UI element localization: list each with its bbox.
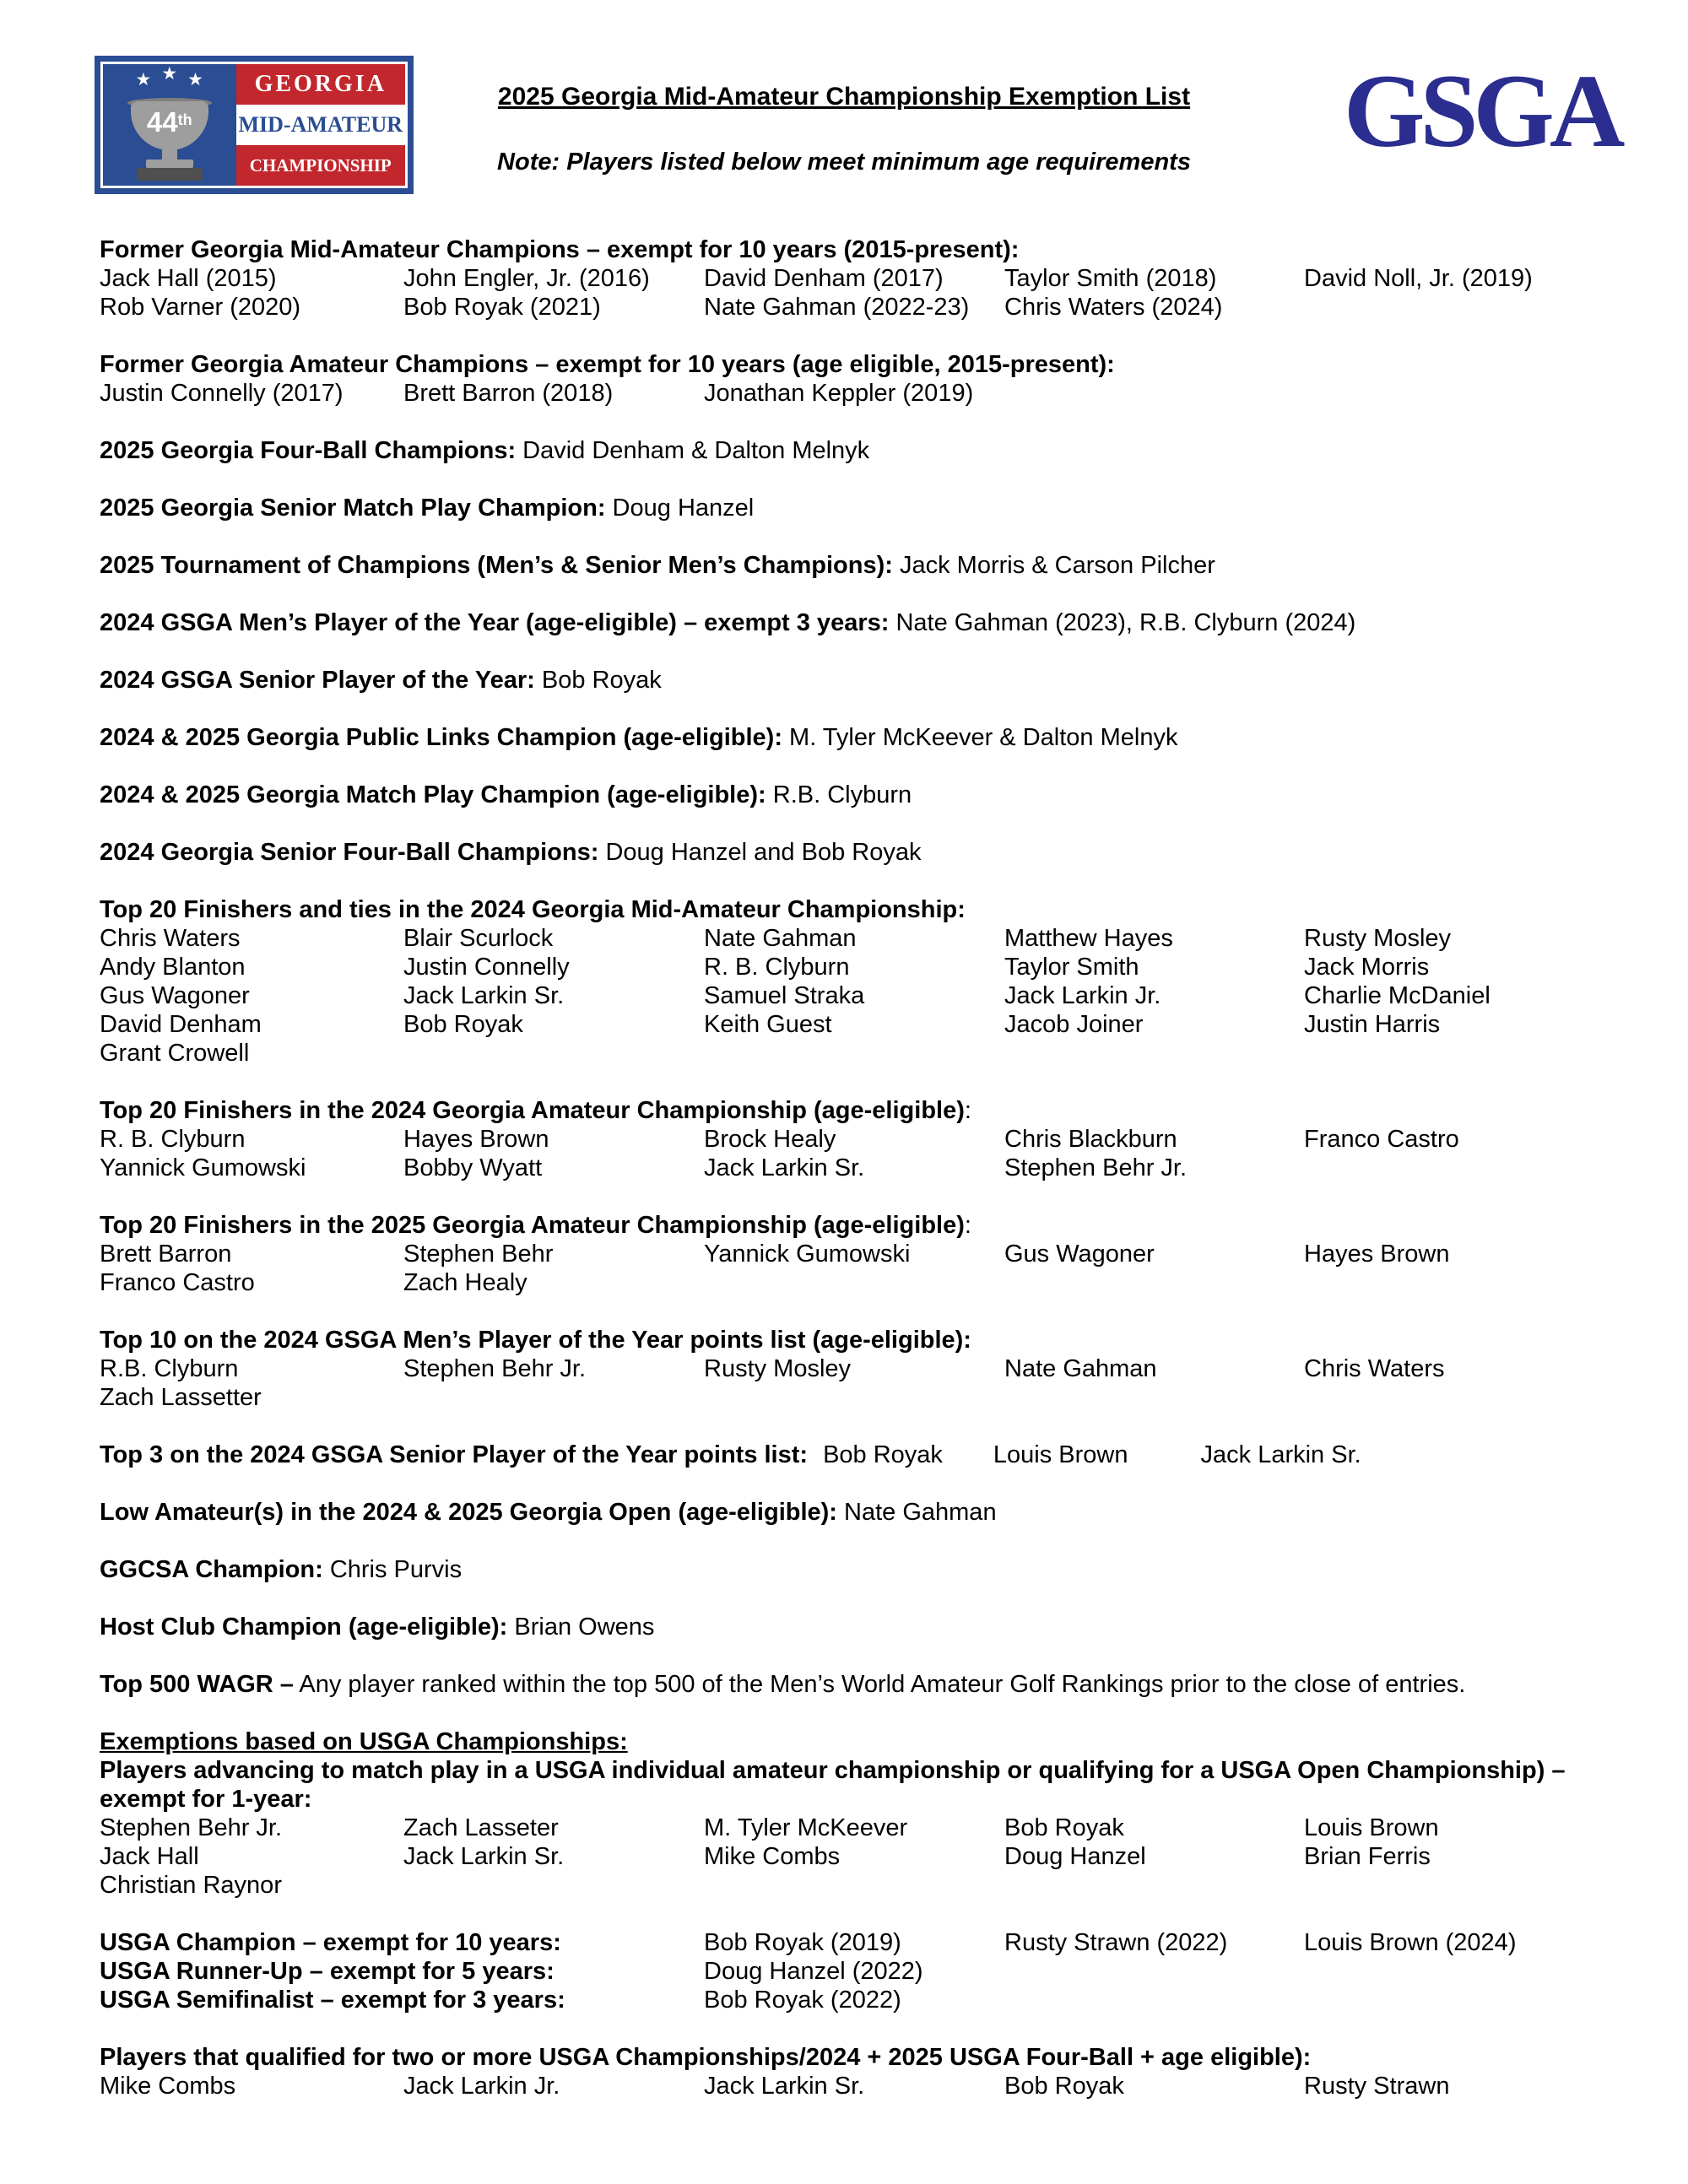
player-name: Jonathan Keppler (2019) (704, 380, 974, 407)
section-tournament-of-champions (100, 551, 1619, 580)
section-heading-line (100, 1211, 1619, 1240)
exemption-label: USGA Runner-Up – exempt for 5 years: (100, 1958, 555, 1985)
championship-logo-text-panel (236, 64, 405, 186)
player-name: Nate Gahman (704, 925, 857, 952)
player-name: Jacob Joiner (1004, 1011, 1144, 1038)
name-grid-row (100, 1039, 1619, 1068)
section-heading-colon: : (964, 1097, 971, 1124)
player-name: Justin Harris (1304, 1011, 1441, 1038)
name-grid-row (100, 953, 1619, 981)
player-name: John Engler, Jr. (2016) (403, 265, 650, 292)
star-icon: ★ (161, 64, 178, 84)
section-value: David Denham & Dalton Melnyk (516, 437, 870, 464)
name-grid-row (100, 924, 1619, 953)
trophy-icon (162, 149, 177, 159)
player-name: Stephen Behr Jr. (403, 1355, 587, 1382)
section-heading: 2025 Georgia Four-Ball Champions: (100, 437, 517, 464)
page-note: Note: Players listed below meet minimum age requirements (497, 149, 1191, 176)
player-name: M. Tyler McKeever (704, 1814, 908, 1841)
player-name: Bobby Wyatt (403, 1154, 543, 1181)
player-name: Taylor Smith (1004, 954, 1139, 981)
section-value: Nate Gahman (2023), R.B. Clyburn (2024) (889, 609, 1356, 636)
section-mens-player-of-year (100, 608, 1619, 637)
player-name: Jack Larkin Sr. (403, 982, 565, 1009)
name-grid-row (100, 1010, 1619, 1039)
player-name: Chris Waters (100, 925, 241, 952)
exemption-label: USGA Semifinalist – exempt for 3 years: (100, 1987, 565, 2014)
player-name: Bob Royak (2022) (704, 1987, 901, 2014)
player-name: R. B. Clyburn (100, 1126, 246, 1153)
player-name: Jack Larkin Sr. (704, 1154, 865, 1181)
player-name: Louis Brown (1304, 1814, 1439, 1841)
name-grid-row (100, 1154, 1619, 1182)
player-name: Yannick Gumowski (704, 1241, 911, 1268)
usga-exemption-line (100, 1957, 1619, 1986)
player-name: Franco Castro (1304, 1126, 1459, 1153)
player-name: Rusty Strawn (1304, 2073, 1450, 2100)
section-senior-four-ball-champions (100, 838, 1619, 867)
section-heading: 2024 GSGA Men’s Player of the Year (age-eligible) – exempt 3 years: (100, 609, 890, 636)
section-heading: 2024 GSGA Senior Player of the Year: (100, 667, 535, 694)
player-name: Rusty Strawn (2022) (1004, 1929, 1228, 1956)
player-name: Keith Guest (704, 1011, 832, 1038)
section-heading: Top 20 Finishers in the 2025 Georgia Amateur Championship (age-eligible) (100, 1212, 965, 1239)
section-usga-multi-qualifiers (100, 2043, 1619, 2100)
title-block (405, 83, 1283, 176)
section-heading: Low Amateur(s) in the 2024 & 2025 Georgia Open (age-eligible): (100, 1499, 837, 1526)
player-name: Blair Scurlock (403, 925, 554, 952)
logo-band-mid-amateur: MID-AMATEUR (236, 105, 405, 145)
exemption-label: USGA Champion – exempt for 10 years: (100, 1929, 561, 1956)
player-name: Zach Lassetter (100, 1384, 262, 1411)
player-name: Bob Royak (1004, 2073, 1124, 2100)
player-name: Chris Waters (2024) (1004, 294, 1223, 321)
section-value: Doug Hanzel (605, 495, 755, 522)
section-top20-2024-am (100, 1096, 1619, 1182)
section-match-play-champion (100, 781, 1619, 809)
gsga-logo: GSGA (1344, 53, 1620, 169)
section-value: Bob Royak (534, 667, 662, 694)
player-name: Stephen Behr Jr. (1004, 1154, 1188, 1181)
player-name: Samuel Straka (704, 982, 865, 1009)
logo-band-georgia: GEORGIA (236, 64, 405, 105)
section-senior-player-of-year (100, 666, 1619, 695)
section-heading: Former Georgia Amateur Champions – exempt for 10 years (age eligible, 2015-present): (100, 351, 1115, 378)
name-grid-row (100, 264, 1619, 293)
section-heading: 2024 & 2025 Georgia Match Play Champion (age-eligible): (100, 781, 766, 808)
usga-exemption-line (100, 1986, 1619, 2014)
page-title: 2025 Georgia Mid-Amateur Championship Exemption List (497, 83, 1191, 111)
section-heading: Top 20 Finishers and ties in the 2024 Georgia Mid-Amateur Championship: (100, 896, 966, 923)
player-name: David Denham (2017) (704, 265, 944, 292)
player-name: Jack Hall (100, 1843, 199, 1870)
name-grid-row (100, 1268, 1619, 1297)
player-name: Nate Gahman (2022-23) (704, 294, 970, 321)
player-name: Hayes Brown (403, 1126, 549, 1153)
name-grid-row (100, 1871, 1619, 1900)
player-name: David Denham (100, 1011, 262, 1038)
trophy-icon (146, 159, 193, 168)
name-grid-row (100, 1240, 1619, 1268)
section-four-ball-champions (100, 436, 1619, 465)
section-usga-exemptions (100, 1727, 1619, 1900)
section-heading: 2025 Georgia Senior Match Play Champion: (100, 495, 606, 522)
section-value: Brian Owens (507, 1614, 655, 1641)
section-heading: Top 20 Finishers in the 2024 Georgia Amateur Championship (age-eligible) (100, 1097, 965, 1124)
player-name: Brock Healy (704, 1126, 836, 1153)
section-heading-colon: : (964, 1212, 971, 1239)
player-name: Brian Ferris (1304, 1843, 1431, 1870)
section-heading: Former Georgia Mid-Amateur Champions – exempt for 10 years (2015-present): (100, 236, 1020, 263)
section-usga-champion-exemptions (100, 1928, 1619, 2014)
player-name: Charlie McDaniel (1304, 982, 1491, 1009)
star-icon: ★ (135, 70, 152, 89)
player-name: Gus Wagoner (100, 982, 250, 1009)
player-name: Zach Lasseter (403, 1814, 559, 1841)
name-grid-row (100, 981, 1619, 1010)
section-senior-match-play-champion (100, 494, 1619, 522)
section-heading: Exemptions based on USGA Championships: (100, 1728, 628, 1755)
name-grid-row (100, 293, 1619, 322)
player-name: Rusty Mosley (1304, 925, 1452, 952)
player-name: Andy Blanton (100, 954, 246, 981)
section-heading: Top 10 on the 2024 GSGA Men’s Player of the Year points list (age-eligible): (100, 1327, 971, 1354)
section-value: Chris Purvis (322, 1556, 463, 1583)
player-name: Jack Larkin Sr. (1200, 1441, 1361, 1468)
edition-number-suffix: th (177, 111, 192, 128)
section-top20-2025-am (100, 1211, 1619, 1297)
name-grid-row (100, 379, 1619, 408)
player-name: Justin Connelly (403, 954, 570, 981)
player-name: Bob Royak (823, 1441, 943, 1468)
name-grid-row (100, 2072, 1619, 2100)
section-low-amateur-georgia-open (100, 1498, 1619, 1527)
name-grid-row (100, 1842, 1619, 1871)
player-name: Jack Larkin Sr. (403, 1843, 565, 1870)
player-name: Doug Hanzel (2022) (704, 1958, 923, 1985)
section-top20-2024-mid-am (100, 895, 1619, 1068)
player-name: Yannick Gumowski (100, 1154, 306, 1181)
section-heading: 2024 Georgia Senior Four-Ball Champions: (100, 839, 599, 866)
player-name: Mike Combs (100, 2073, 236, 2100)
player-name: Grant Crowell (100, 1040, 250, 1067)
section-ggcsa-champion (100, 1555, 1619, 1584)
player-name: Louis Brown (2024) (1304, 1929, 1517, 1956)
player-name: Stephen Behr (403, 1241, 554, 1268)
player-name: Christian Raynor (100, 1872, 282, 1899)
name-grid-row (100, 1354, 1619, 1383)
section-public-links-champion (100, 723, 1619, 752)
name-grid-row (100, 1125, 1619, 1154)
document-content (100, 235, 1619, 2129)
player-name: Stephen Behr Jr. (100, 1814, 283, 1841)
section-heading: Top 500 WAGR – (100, 1671, 294, 1698)
usga-exemption-line (100, 1928, 1619, 1957)
section-heading: Host Club Champion (age-eligible): (100, 1614, 508, 1641)
player-name: Hayes Brown (1304, 1241, 1450, 1268)
player-name: Bob Royak (1004, 1814, 1124, 1841)
logo-band-championship: CHAMPIONSHIP (236, 145, 405, 186)
player-name: Doug Hanzel (1004, 1843, 1146, 1870)
player-name: Jack Larkin Jr. (403, 2073, 560, 2100)
player-name: Brett Barron (2018) (403, 380, 614, 407)
section-heading: 2025 Tournament of Champions (Men’s & Senior Men’s Champions): (100, 552, 893, 579)
player-name: Nate Gahman (1004, 1355, 1157, 1382)
section-heading: Top 3 on the 2024 GSGA Senior Player of the Year points list: (100, 1441, 809, 1468)
section-heading: Players that qualified for two or more USGA Championships/2024 + 2025 USGA Four-Ball + age eligible): (100, 2044, 1312, 2071)
player-name: Gus Wagoner (1004, 1241, 1155, 1268)
player-name: Bob Royak (2021) (403, 294, 601, 321)
section-former-mid-am-champions (100, 235, 1619, 322)
player-name: Zach Healy (403, 1269, 528, 1296)
player-name: Bob Royak (2019) (704, 1929, 901, 1956)
section-value: M. Tyler McKeever & Dalton Melnyk (782, 724, 1178, 751)
player-name: Jack Hall (2015) (100, 265, 277, 292)
player-name: Brett Barron (100, 1241, 232, 1268)
player-name: R.B. Clyburn (100, 1355, 239, 1382)
section-value: R.B. Clyburn (766, 781, 912, 808)
championship-logo (95, 56, 414, 194)
player-name: Jack Morris (1304, 954, 1430, 981)
player-name: Louis Brown (993, 1441, 1128, 1468)
trophy-icon (137, 168, 203, 181)
player-name: Chris Waters (1304, 1355, 1445, 1382)
section-top3-senior-poy-points (100, 1441, 1619, 1469)
section-value: Jack Morris & Carson Pilcher (892, 552, 1215, 579)
name-grid-row (100, 1814, 1619, 1842)
name-grid-row (100, 1383, 1619, 1412)
edition-number (147, 108, 192, 136)
championship-logo-frame (100, 62, 408, 188)
section-top10-mens-poy-points (100, 1326, 1619, 1412)
section-heading: GGCSA Champion: (100, 1556, 323, 1583)
player-name: Bob Royak (403, 1011, 523, 1038)
section-top500-wagr (100, 1670, 1619, 1699)
player-name: Rob Varner (2020) (100, 294, 301, 321)
championship-logo-trophy-panel (103, 64, 236, 186)
section-host-club-champion (100, 1613, 1619, 1641)
player-name: Chris Blackburn (1004, 1126, 1177, 1153)
player-name: Taylor Smith (2018) (1004, 265, 1217, 292)
section-former-am-champions (100, 350, 1619, 408)
section-value: Any player ranked within the top 500 of the Men’s World Amateur Golf Rankings prior to the close of entries. (293, 1671, 1466, 1698)
player-name: Franco Castro (100, 1269, 255, 1296)
player-name: Jack Larkin Jr. (1004, 982, 1161, 1009)
player-name: R. B. Clyburn (704, 954, 850, 981)
section-value: Nate Gahman (836, 1499, 997, 1526)
section-value: Doug Hanzel and Bob Royak (598, 839, 922, 866)
player-name: David Noll, Jr. (2019) (1304, 265, 1533, 292)
player-name: Justin Connelly (2017) (100, 380, 344, 407)
section-heading: 2024 & 2025 Georgia Public Links Champion (age-eligible): (100, 724, 782, 751)
stars-row (103, 64, 236, 89)
section-heading-line (100, 1096, 1619, 1125)
player-name: Matthew Hayes (1004, 925, 1173, 952)
player-name: Jack Larkin Sr. (704, 2073, 865, 2100)
edition-number-value: 44 (146, 106, 178, 138)
player-name: Mike Combs (704, 1843, 841, 1870)
player-name: Rusty Mosley (704, 1355, 852, 1382)
section-subheading: Players advancing to match play in a USGA individual amateur championship or qualifying for a USGA Open Championship) – exempt for 1-year: (100, 1757, 1566, 1813)
star-icon: ★ (187, 70, 203, 89)
